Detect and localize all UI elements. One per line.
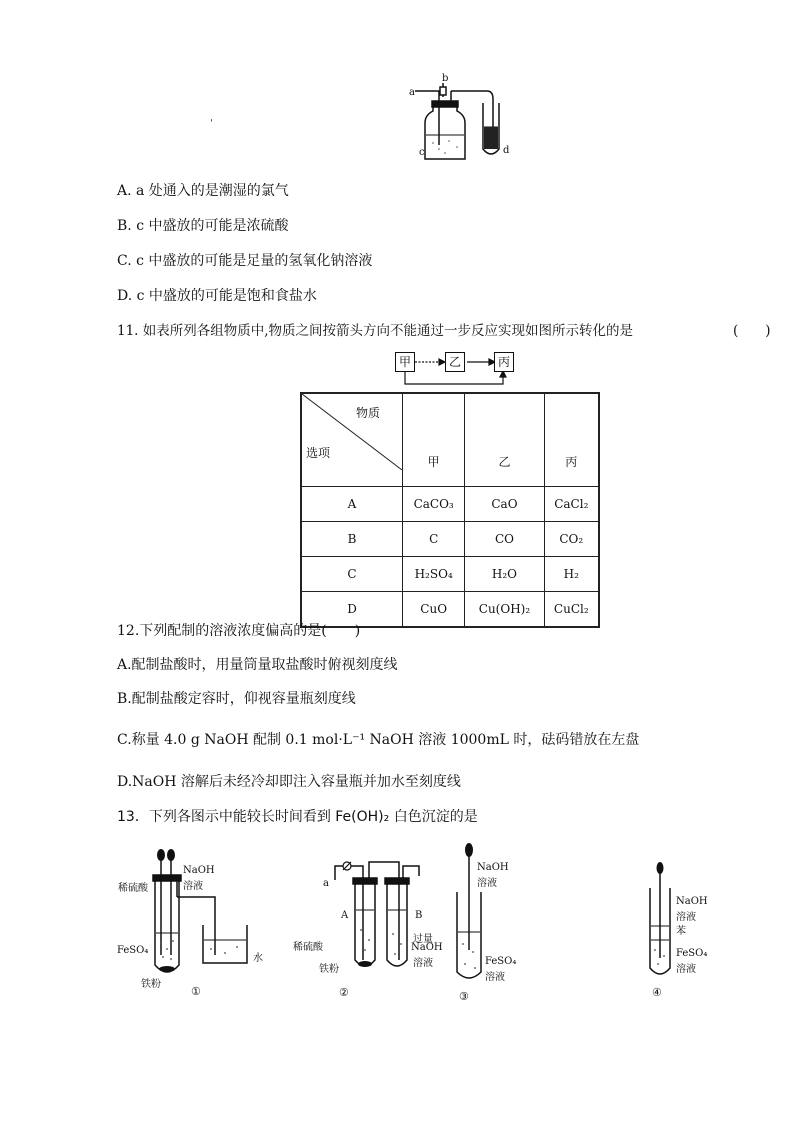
fig2-label-A: A (341, 910, 349, 921)
fig2-dilute-acid: 稀硫酸 (293, 942, 323, 953)
fig1-feso4: FeSO₄ (117, 945, 149, 956)
q10-option-a: A. a 处通入的是潮湿的氯气 (117, 183, 289, 199)
q12-option-d: D.NaOH 溶解后未经冷却即注入容量瓶并加水至刻度线 (117, 774, 461, 790)
label-c: c (419, 147, 425, 158)
fig2-number: ② (339, 986, 349, 999)
q11-answer-paren: ( ) (733, 323, 771, 339)
header-bing: 丙 (544, 393, 599, 487)
q13-figure-4 (640, 860, 750, 1010)
row-option: D (301, 592, 403, 628)
q10-option-b: B. c 中盛放的可能是浓硫酸 (117, 218, 289, 234)
q13-figure-3 (445, 840, 555, 1010)
fig3-solution: 溶液 (477, 878, 497, 889)
q11-stem: 11. 如表所列各组物质中,物质之间按箭头方向不能通过一步反应实现如图所示转化的是 (117, 323, 634, 339)
table-row (301, 557, 599, 592)
q12-option-c: C.称量 4.0 g NaOH 配制 0.1 mol·L⁻¹ NaOH 溶液 1000mL 时，砝码错放在左盘 (117, 732, 640, 748)
q10-option-c: C. c 中盛放的可能是足量的氢氧化钠溶液 (117, 253, 373, 269)
label-b: b (442, 73, 449, 84)
row-yi: CaO (465, 487, 544, 522)
q10-apparatus-figure (405, 75, 525, 165)
q13-figure-1 (115, 845, 275, 1005)
row-jia: C (403, 522, 465, 557)
q12-option-b: B.配制盐酸定容时，仰视容量瓶刻度线 (117, 691, 356, 707)
fig3-naoh: NaOH (477, 862, 509, 873)
row-yi: H₂O (465, 557, 544, 592)
q13-stem: 13．下列各图示中能较长时间看到 Fe(OH)₂ 白色沉淀的是 (117, 809, 478, 825)
fig2-excess: 过量 (413, 934, 433, 945)
header-yi: 乙 (465, 393, 544, 487)
q11-conversion-flow (395, 352, 515, 392)
corner-bottom-label: 选项 (306, 446, 331, 460)
fig4-feso4: FeSO₄ (676, 948, 708, 959)
fig4-naoh: NaOH (676, 896, 708, 907)
fig4-solution: 溶液 (676, 912, 696, 923)
q13-figure-2 (293, 850, 450, 1005)
fig4-number: ④ (652, 986, 662, 999)
row-bing: H₂ (544, 557, 599, 592)
label-d: d (503, 145, 510, 156)
table-corner-cell (301, 393, 403, 487)
fig3-solution-2: 溶液 (485, 972, 505, 983)
q12-stem: 12.下列配制的溶液浓度偏高的是( ) (117, 623, 361, 639)
fig1-naoh: NaOH (183, 865, 215, 876)
fig2-label-a: a (323, 878, 329, 889)
flow-box-jia: 甲 (395, 352, 415, 372)
row-jia: CaCO₃ (403, 487, 465, 522)
row-option: B (301, 522, 403, 557)
fig4-benzene: 苯 (676, 926, 686, 937)
header-jia: 甲 (403, 393, 465, 487)
fig1-dilute-acid: 稀硫酸 (118, 883, 148, 894)
row-jia: H₂SO₄ (403, 557, 465, 592)
row-bing: CaCl₂ (544, 487, 599, 522)
table-row (301, 487, 599, 522)
row-option: C (301, 557, 403, 592)
stray-mark: ˌ (210, 112, 213, 123)
row-bing: CO₂ (544, 522, 599, 557)
figure-2-diagram (315, 850, 450, 1005)
row-jia: CuO (403, 592, 465, 628)
corner-top-label: 物质 (356, 406, 381, 420)
fig3-feso4: FeSO₄ (485, 956, 517, 967)
q10-option-d: D. c 中盛放的可能是饱和食盐水 (117, 288, 317, 304)
flow-box-bing: 丙 (494, 352, 514, 372)
fig2-solution: 溶液 (413, 958, 433, 969)
fig1-iron: 铁粉 (141, 979, 161, 990)
fig2-naoh: NaOH (411, 942, 443, 953)
fig1-solution: 溶液 (183, 881, 203, 892)
row-yi: CO (465, 522, 544, 557)
fig1-number: ① (191, 985, 201, 998)
q11-options-table (300, 392, 600, 628)
fig2-iron: 铁粉 (319, 964, 339, 975)
row-option: A (301, 487, 403, 522)
q12-option-a: A.配制盐酸时，用量筒量取盐酸时俯视刻度线 (117, 657, 398, 673)
fig3-number: ③ (459, 990, 469, 1003)
table-row (301, 522, 599, 557)
row-bing: CuCl₂ (544, 592, 599, 628)
row-yi: Cu(OH)₂ (465, 592, 544, 628)
flow-box-yi: 乙 (445, 352, 465, 372)
fig4-solution-2: 溶液 (676, 964, 696, 975)
fig2-label-B: B (415, 910, 423, 921)
fig1-water: 水 (253, 953, 263, 964)
label-a: a (409, 87, 415, 98)
